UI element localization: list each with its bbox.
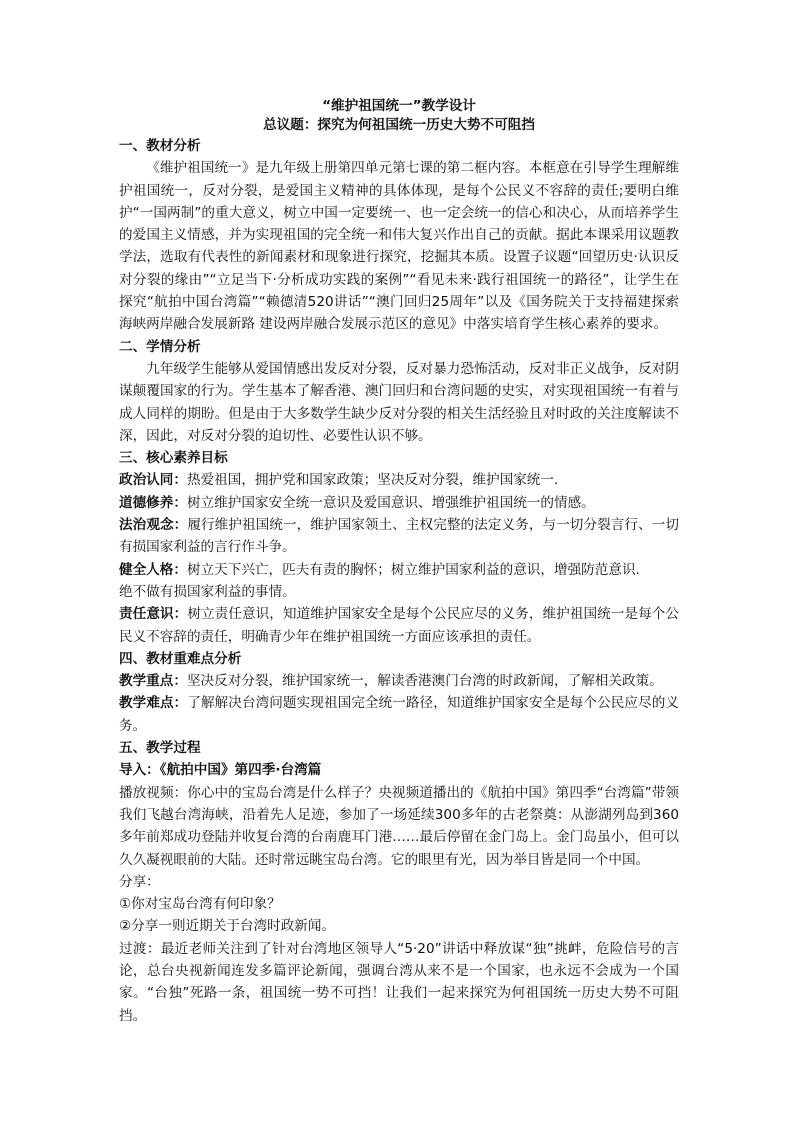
question-2: ②分享一则近期关于台湾时政新闻。 <box>119 918 336 935</box>
question-1: ①你对宝岛台湾有何印象？ <box>119 896 281 913</box>
goal-label: 道德修养： <box>119 494 187 511</box>
intro-label: 导入：《航拍中国》第四季·台湾篇 <box>119 762 322 779</box>
section-paragraph-2: 九年级学生能够从爱国情感出发反对分裂，反对暴力恐怖活动，反对非正义战争，反对阴谋颠覆国家的行为。学生基本了解香港、澳门回归和台湾问题的史实，对实现祖国统一有着与成人同样的期盼。但是由于大多数学生缺少反对分裂的相关生活经验且对时政的关注度解读不深，因此，对反对分裂的迫切性、必要性认识不够。 <box>119 360 679 444</box>
section-heading-3: 三、核心素养目标 <box>119 450 228 467</box>
doc-subtitle: 总议题：探究为何祖国统一历史大势不可阻挡 <box>263 117 535 133</box>
goal-label: 法治观念： <box>119 517 188 534</box>
video-paragraph: 播放视频：你心中的宝岛台湾是什么样子？央视频道播出的《航拍中国》第四季“台湾篇”带领我们飞越台湾海峡，沿着先人足迹，参加了一场延续300多年的古老祭奠：从澎湖列岛到360多年前郑成功登陆并收复台湾的台南鹿耳门港……最后停留在金门岛上。金门岛虽小，但可以久久凝视眼前的大陆。还时常远眺宝岛台湾。它的眼里有光，因为举目皆是同一个中国。 <box>119 784 679 868</box>
section-heading-5: 五、教学过程 <box>119 740 201 757</box>
goal-text: 履行维护祖国统一，维护国家领土、主权完整的法定义务，与一切分裂言行、一切有损国家利益的言行作斗争。 <box>119 517 680 556</box>
document-page <box>119 97 679 1027</box>
keypoint-text: 坚决反对分裂，维护国家统一，解读香港澳门台湾的时政新闻，了解相关政策。 <box>186 673 663 690</box>
goal-item <box>119 603 679 648</box>
goal-label: 责任意识： <box>119 606 188 623</box>
section-paragraph-1: 《维护祖国统一》是九年级上册第四单元第七课的第二框内容。本框意在引导学生理解维护祖国统一，反对分裂，是爱国主义精神的具体体现，是每个公民义不容辞的责任;要明白维护“一国两制”的重大意义，树立中国一定要统一、也一定会统一的信心和决心，从而培养学生的爱国主义情感，并为实现祖国的完全统一和伟大复兴作出自己的贡献。据此本课采用议题教学法，选取有代表性的新闻素材和现象进行探究，挖掘其本质。设置子议题“回望历史·认识反对分裂的缘由”“立足当下·分析成功实践的案例”“看见未来·践行祖国统一的路径”，让学生在探究“航拍中国台湾篇”“赖德清520讲话”“澳门回归25周年”以及《国务院关于支持福建探索海峡两岸融合发展新路 建设两岸融合发展示范区的意见》中落实培育学生核心素养的要求。 <box>119 160 679 333</box>
goal-item <box>119 469 679 491</box>
share-label: 分享： <box>119 873 160 890</box>
goal-text: 树立天下兴亡，匹夫有责的胸怀；树立维护国家利益的意识，增强防范意识. 绝不做有损国家利益的事情。 <box>119 561 640 600</box>
goal-item <box>119 492 679 514</box>
goal-item <box>119 514 679 559</box>
goal-text: 树立维护国家安全统一意识及爱国意识、增强维护祖国统一的情感。 <box>186 494 595 511</box>
section-heading-2: 二、学情分析 <box>119 338 201 355</box>
goal-text: 热爱祖国，拥护党和国家政策；坚决反对分裂，维护国家统一. <box>186 472 559 489</box>
doc-title: “维护祖国统一”教学设计 <box>322 98 476 114</box>
keypoint-label: 教学难点： <box>119 695 188 712</box>
keypoint-label: 教学重点： <box>119 673 187 690</box>
goal-label: 健全人格： <box>119 561 187 578</box>
transition-paragraph: 过渡：最近老师关注到了针对台湾地区领导人“5·20”讲话中释放谋“独”挑衅，危险信号的言论，总台央视新闻连发多篇评论新闻，强调台湾从来不是一个国家，也永远不会成为一个国家。“台独”死路一条，祖国统一势不可挡！让我们一起来探究为何祖国统一历史大势不可阻挡。 <box>119 940 679 1024</box>
section-heading-4: 四、教材重难点分析 <box>119 650 242 667</box>
keypoint-item <box>119 670 679 692</box>
goal-item <box>119 559 679 604</box>
keypoint-text: 了解解决台湾问题实现祖国完全统一路径，知道维护国家安全是每个公民应尽的义务。 <box>119 695 680 734</box>
section-heading-1: 一、教材分析 <box>119 138 201 154</box>
goal-label: 政治认同： <box>119 472 187 489</box>
goal-text: 树立责任意识，知道维护国家安全是每个公民应尽的义务，维护祖国统一是每个公民义不容辞的责任，明确青少年在维护祖国统一方面应该承担的责任。 <box>119 606 680 645</box>
keypoint-item <box>119 692 679 737</box>
